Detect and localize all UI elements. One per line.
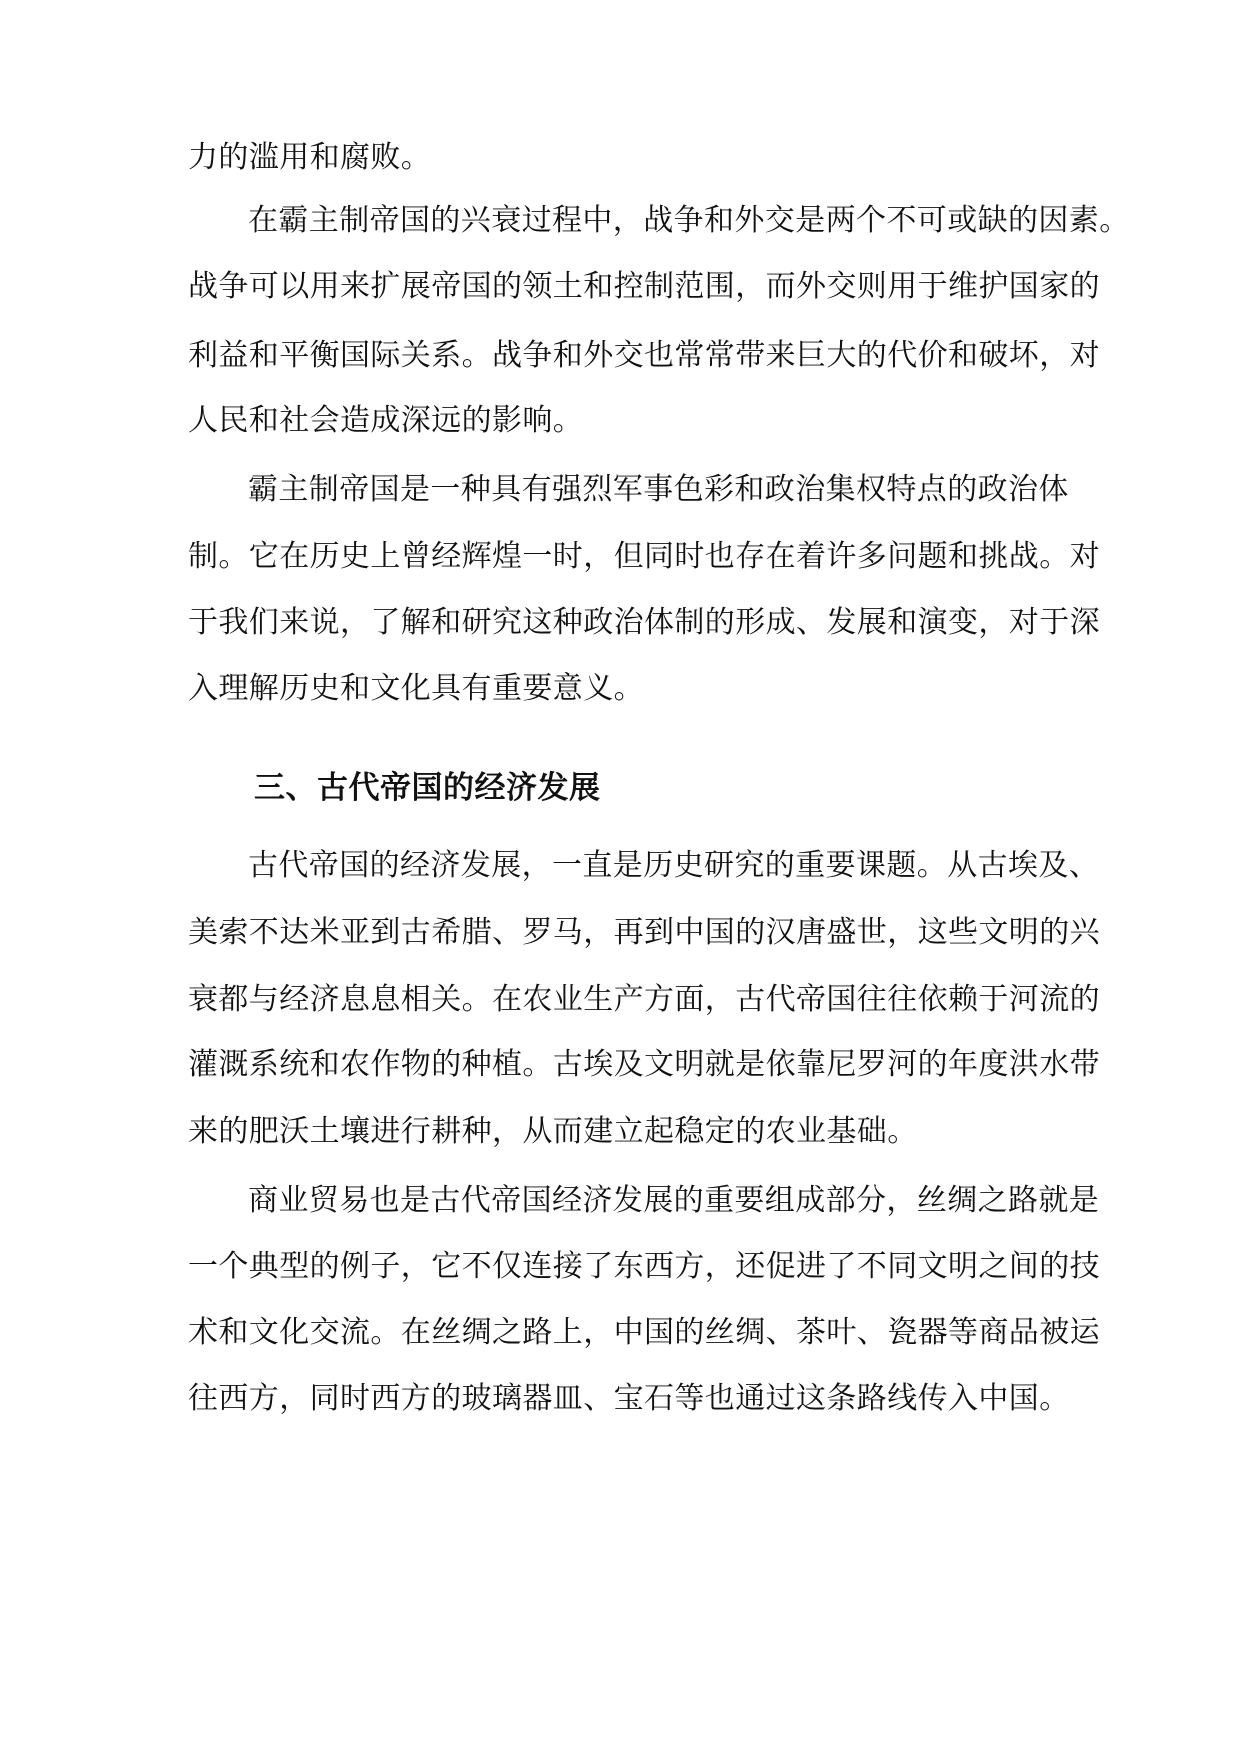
paragraph-line: 商业贸易也是古代帝国经济发展的重要组成部分，丝绸之路就是 <box>248 1183 1100 1218</box>
paragraph-line: 战争可以用来扩展帝国的领土和控制范围，而外交则用于维护国家的 <box>188 269 1100 304</box>
paragraph-line: 灌溉系统和农作物的种植。古埃及文明就是依靠尼罗河的年度洪水带 <box>188 1047 1100 1082</box>
paragraph-line: 来的肥沃土壤进行耕种，从而建立起稳定的农业基础。 <box>188 1114 918 1149</box>
paragraph-line: 术和文化交流。在丝绸之路上，中国的丝绸、茶叶、瓷器等商品被运 <box>188 1315 1100 1350</box>
paragraph-line: 衰都与经济息息相关。在农业生产方面，古代帝国往往依赖于河流的 <box>188 982 1100 1017</box>
paragraph-line: 在霸主制帝国的兴衰过程中，战争和外交是两个不可或缺的因素。 <box>248 203 1130 238</box>
paragraph-line: 往西方，同时西方的玻璃器皿、宝石等也通过这条路线传入中国。 <box>188 1381 1070 1416</box>
paragraph-line: 霸主制帝国是一种具有强烈军事色彩和政治集权特点的政治体 <box>248 472 1069 507</box>
paragraph-line: 制。它在历史上曾经辉煌一时，但同时也存在着许多问题和挑战。对 <box>188 539 1100 574</box>
paragraph-line: 人民和社会造成深远的影响。 <box>188 403 584 438</box>
paragraph-line: 于我们来说，了解和研究这种政治体制的形成、发展和演变，对于深 <box>188 605 1100 640</box>
paragraph-line: 力的滥用和腐败。 <box>188 140 432 175</box>
paragraph-line: 入理解历史和文化具有重要意义。 <box>188 671 644 706</box>
section-heading: 三、古代帝国的经济发展 <box>254 770 601 806</box>
paragraph-line: 利益和平衡国际关系。战争和外交也常常带来巨大的代价和破坏，对 <box>188 338 1100 373</box>
paragraph-line: 美索不达米亚到古希腊、罗马，再到中国的汉唐盛世，这些文明的兴 <box>188 915 1100 950</box>
paragraph-line: 一个典型的例子，它不仅连接了东西方，还促进了不同文明之间的技 <box>188 1249 1100 1284</box>
paragraph-line: 古代帝国的经济发展，一直是历史研究的重要课题。从古埃及、 <box>248 848 1100 883</box>
